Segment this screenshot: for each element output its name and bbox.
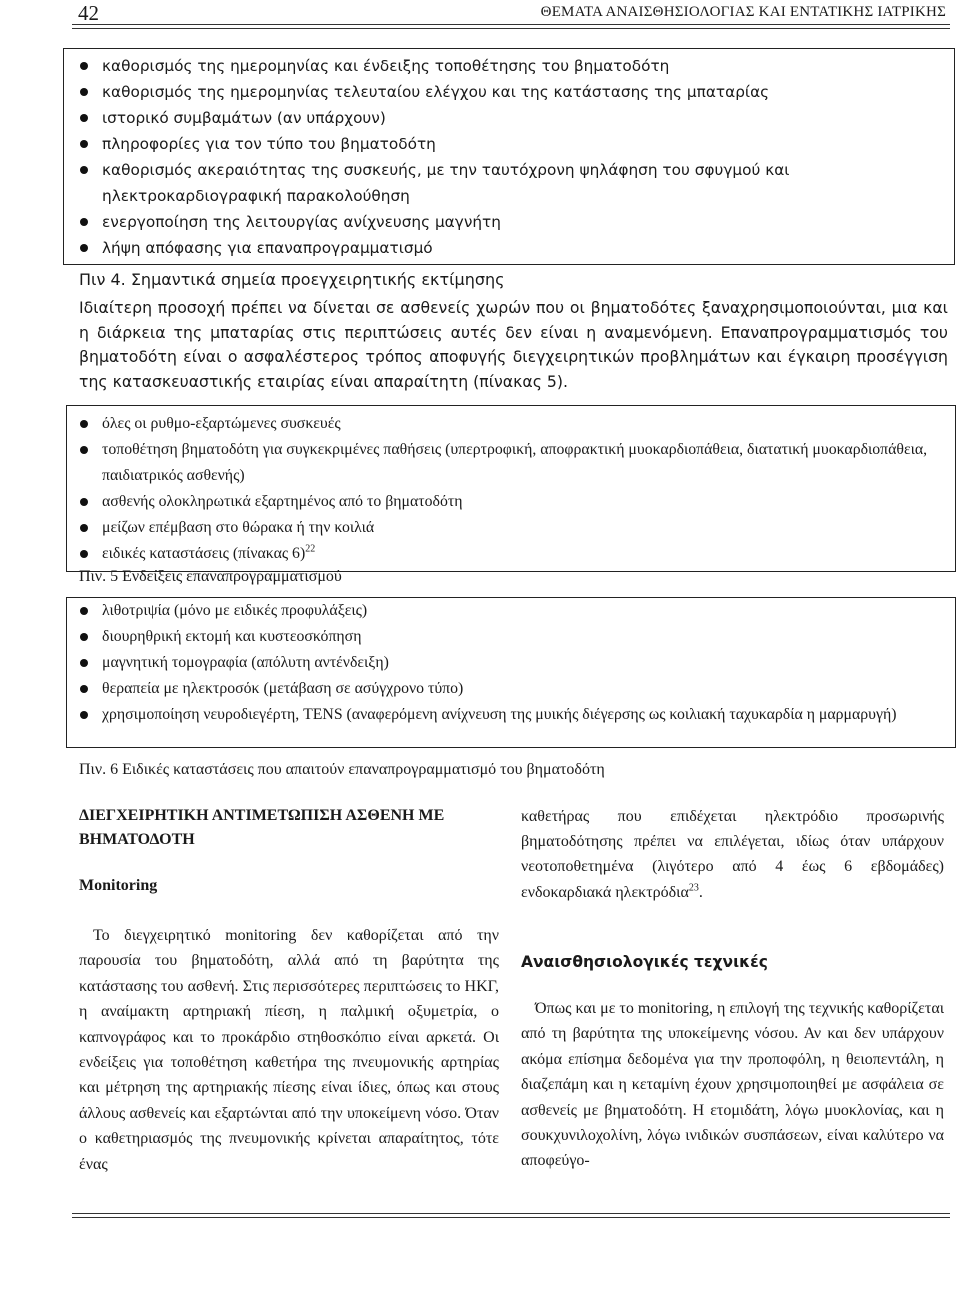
running-title: ΘΕΜΑΤΑ ΑΝΑΙΣΘΗΣΙΟΛΟΓΙΑΣ ΚΑΙ ΕΝΤΑΤΙΚΗΣ ΙΑΤΡΙΚΗΣ bbox=[540, 4, 946, 20]
right-column-paragraph: Όπως και με το monitoring, η επιλογή της τεχνικής καθορίζεται από τη βαρύτητα της υποκείμενης νόσου. Αν και δεν υπάρχουν ακόμα επίσημα δεδομένα για την προποφόλη, η θειοπεντάλη, η διαζεπάμη και η κεταμίνη έχουν χρησιμοποιηθεί με ασφάλεια σε ασθενείς με βηματοδότη. Η ετομιδάτη, λόγω μυοκλονίας, και η σουκχυνιλοχολίνη, λόγω ινιδικών συσπάσεων, είναι καλύτερο να αποφεύγο- bbox=[521, 1000, 945, 1170]
subheading-anaesthesia-techniques: Αναισθησιολογικές τεχνικές bbox=[521, 953, 768, 971]
list-item: μείζων επέμβαση στο θώρακα ή την κοιλιά bbox=[80, 515, 948, 541]
list-item: πληροφορίες για τον τύπο του βηματοδότη bbox=[80, 131, 948, 157]
table5-caption: Πιν. 5 Ενδείξεις επαναπρογραμματισμού bbox=[79, 568, 342, 585]
list-item: ενεργοποίηση της λειτουργίας ανίχνευσης μαγνήτη bbox=[80, 209, 948, 235]
list-item-text: ειδικές καταστάσεις (πίνακας 6) bbox=[102, 545, 306, 562]
section-heading: ΔΙΕΓΧΕΙΡΗΤΙΚΗ ΑΝΤΙΜΕΤΩΠΙΣΗ ΑΣΘΕΝΗ ΜΕ ΒΗΜΑΤΟΔΟΤΗ bbox=[79, 807, 445, 848]
table6-list bbox=[80, 598, 948, 728]
paragraph-text: καθετήρας που επιδέχεται ηλεκτρόδιο προσωρινής βηματοδότησης πρέπει να επιλέγεται, ιδίως όταν υπάρχουν νεοτοποθετημένα (λιγότερο από 4 έως 6 εβδομάδες) ενδοκαρδιακά ηλεκτρόδια bbox=[521, 808, 944, 901]
list-item: καθορισμός της ημερομηνίας και ένδειξης τοποθέτησης του βηματοδότη bbox=[80, 53, 948, 79]
list-item: λιθοτριψία (μόνο με ειδικές προφυλάξεις) bbox=[80, 598, 948, 624]
left-column-paragraph: Το διεγχειρητικό monitoring δεν καθορίζεται από την παρουσία του βηματοδότη, αλλά από τη βαρύτητα της κατάστασης του ασθενή. Στις περισσότερες περιπτώσεις το ΗΚΓ, η αναίμακτη αρτηριακή πίεση, η παλμική οξυμετρία, ο καπνογράφος και το προκάρδιο στηθοσκόπιο είναι αρκετά. Οι ενδείξεις για τοποθέτηση καθετήρα της πνευμονικής αρτηρίας και μέτρηση της αρτηριακής πίεσης είναι ίδιες, όπως και στους άλλους ασθενείς και εξαρτώνται από την υποκείμενη νόσο. Όταν ο καθετηριασμός της πνευμονικής κρίνεται απαραίτητος, τότε ένας bbox=[79, 927, 499, 1173]
table4-list bbox=[80, 53, 948, 261]
subheading-monitoring: Monitoring bbox=[79, 877, 158, 894]
list-item: μαγνητική τομογραφία (απόλυτη αντένδειξη) bbox=[80, 650, 948, 676]
table4-caption: Πιν 4. Σημαντικά σημεία προεγχειρητικής εκτίμησης bbox=[79, 270, 505, 289]
list-item: χρησιμοποίηση νευροδιεγέρτη, TENS (αναφερόμενη ανίχνευση της μυικής διέγερσης ως κοιλιακή ταχυκαρδία η μαρμαρυγή) bbox=[80, 702, 948, 728]
list-item: καθορισμός ακεραιότητας της συσκευής, με την ταυτόχρονη ψηλάφηση του σφυγμού και ηλεκτροκαρδιογραφική παρακολούθηση bbox=[80, 157, 948, 209]
right-column-paragraph bbox=[521, 804, 944, 905]
table6-caption: Πιν. 6 Ειδικές καταστάσεις που απαιτούν επαναπρογραμματισμό του βηματοδότη bbox=[79, 761, 605, 778]
footer-rule bbox=[72, 1217, 950, 1218]
reference-superscript: 22 bbox=[305, 543, 316, 555]
list-item bbox=[80, 541, 948, 567]
body-paragraph: Ιδιαίτερη προσοχή πρέπει να δίνεται σε ασθενείς χωρών που οι βηματοδότες ξαναχρησιμοποιούνται, μια και η διάρκεια της μπαταρίας στις περιπτώσεις αυτές δεν είναι η αναμενόμενη. Επαναπρογραμματισμός του βηματοδότη είναι ο ασφαλέστερος τρόπος αποφυγής διεγχειρητικών προβλημάτων και έγκαιρη προσέγγιση της κατασκευαστικής εταιρίας είναι απαραίτητη (πίνακας 5). bbox=[79, 298, 948, 391]
reference-superscript: 23 bbox=[688, 882, 699, 894]
list-item: καθορισμός της ημερομηνίας τελευταίου ελέγχου και της κατάστασης της μπαταρίας bbox=[80, 79, 948, 105]
page-number: 42 bbox=[78, 1, 99, 25]
list-item: ιστορικό συμβαμάτων (αν υπάρχουν) bbox=[80, 105, 948, 131]
table5-list bbox=[80, 411, 948, 567]
list-item: θεραπεία με ηλεκτροσόκ (μετάβαση σε ασύγχρονο τύπο) bbox=[80, 676, 948, 702]
footer-rule bbox=[72, 1213, 950, 1214]
list-item: διουρηθρική εκτομή και κυστεοσκόπηση bbox=[80, 624, 948, 650]
list-item: όλες οι ρυθμο-εξαρτώμενες συσκευές bbox=[80, 411, 948, 437]
list-item: λήψη απόφασης για επαναπρογραμματισμό bbox=[80, 235, 948, 261]
list-item: ασθενής ολοκληρωτικά εξαρτημένος από το βηματοδότη bbox=[80, 489, 948, 515]
header-rule bbox=[72, 28, 950, 29]
header-rule bbox=[72, 24, 950, 25]
paragraph-end: . bbox=[698, 883, 703, 901]
list-item: τοποθέτηση βηματοδότη για συγκεκριμένες παθήσεις (υπερτροφική, αποφρακτική μυοκαρδιοπάθεια, διατατική μυοκαρδιοπάθεια, παιδιατρικός ασθενής) bbox=[80, 437, 948, 489]
